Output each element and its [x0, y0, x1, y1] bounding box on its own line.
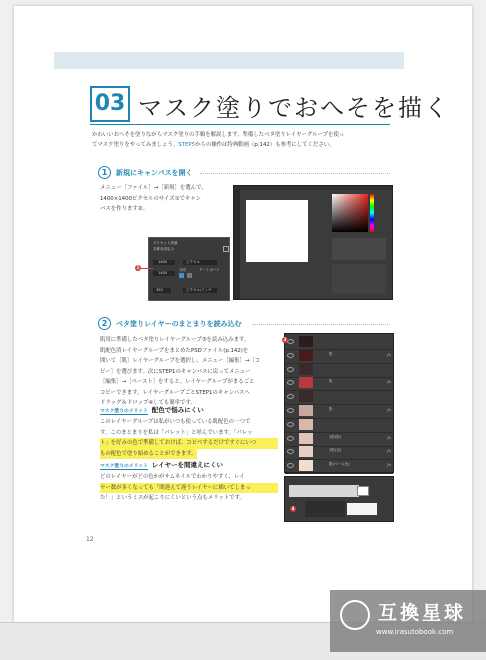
layer-name: 1影(影)	[329, 434, 342, 439]
step2-number: 2	[98, 317, 111, 330]
orientation-label: 方向	[179, 268, 186, 272]
hue-slider	[370, 194, 374, 232]
eye-icon[interactable]	[287, 408, 294, 413]
drag-drop-screenshot	[284, 476, 394, 522]
menu-bar	[234, 186, 392, 190]
step2-divider	[252, 324, 390, 326]
tip1-tag: マスク塗りのメリット	[100, 409, 148, 414]
step2-line-3: 開いて［肌］レイヤーグループを選択し、メニュー［編集］→［コ	[100, 358, 261, 364]
step1-body	[100, 183, 235, 215]
width-field[interactable]	[153, 260, 175, 265]
eye-icon[interactable]	[287, 380, 294, 385]
layer-name: 肌(ベース色)	[329, 462, 350, 467]
drop-target-icon	[357, 486, 369, 496]
height-value: 1400	[158, 271, 167, 275]
fx-icon: fx	[387, 379, 391, 385]
layer-thumbnail	[299, 377, 313, 388]
step2-body	[100, 335, 278, 409]
layer-name: 影	[329, 379, 333, 384]
new-document-dialog	[148, 237, 230, 301]
section-number: 03	[90, 86, 130, 122]
intro-text-c: からの操作は特典動画（p.142）も参考にしてください。	[195, 142, 335, 148]
unit-select[interactable]	[183, 260, 217, 265]
res-unit-value: ピクセル/インチ	[186, 288, 212, 292]
layer-preview	[305, 501, 345, 517]
tip1-line-3: ト」を好みの色で準備しておけば、コピペするだけですぐにいつ	[100, 438, 278, 449]
eye-icon[interactable]	[287, 449, 294, 454]
tip1-line-4: もの配色で塗り始めることができます。	[100, 449, 197, 460]
title-rule	[90, 124, 390, 125]
tip1-heading	[100, 405, 204, 414]
watermark	[330, 590, 486, 652]
eye-icon[interactable]	[287, 436, 294, 441]
eye-icon[interactable]	[287, 463, 294, 468]
fx-icon: fx	[387, 434, 391, 440]
save-preset-icon[interactable]	[223, 246, 229, 252]
color-picker	[332, 194, 368, 232]
step2-line-4: ピー］を選びます。次にSTEP1のキャンバスに戻ってメニュー	[100, 368, 251, 375]
step1-number: 1	[98, 166, 111, 179]
fx-icon: fx	[387, 351, 391, 357]
layer-thumbnail	[299, 336, 313, 347]
watermark-url: www.irasutobook.com	[376, 628, 454, 636]
eye-icon[interactable]	[287, 422, 294, 427]
layer-name: 影	[329, 407, 333, 411]
fx-icon: fx	[387, 407, 391, 412]
tip2-title: レイヤーを間違えにくい	[151, 461, 223, 469]
step2-line-7: ドラッグ＆ドロップ④しても簡単です。	[100, 400, 196, 406]
layer-thumbnail	[299, 419, 313, 430]
eye-icon[interactable]	[287, 367, 294, 372]
height-field[interactable]	[153, 271, 175, 276]
layer-thumbnail	[299, 364, 313, 375]
eye-icon[interactable]	[287, 394, 294, 399]
layers-panel-screenshot	[284, 333, 394, 473]
layer-thumbnail	[299, 460, 313, 471]
step1-line-2: 1400×1400ピクセルのサイズ①でキャン	[100, 195, 202, 202]
watermark-title: 互換星球	[378, 602, 467, 624]
watermark-logo-icon	[340, 600, 370, 630]
step1-line-3: バスを作ります②。	[100, 206, 148, 212]
callout-3: 3	[283, 337, 287, 342]
section-title: マスク塗りでおへそを描く	[138, 94, 450, 122]
step1-divider	[200, 173, 390, 175]
layer-thumbnail	[299, 405, 313, 416]
dialog-preset-label: プリセット詳細	[153, 241, 178, 245]
eye-icon[interactable]	[287, 353, 294, 358]
dialog-doc-name: 名称未設定-1	[153, 247, 174, 251]
callout-1-leader	[141, 268, 153, 269]
tip1-body	[100, 417, 278, 459]
tip2-line-2: ヤー数が多くなっても「間違えて違うレイヤーに描いてしまっ	[100, 483, 278, 494]
width-value: 1400	[158, 260, 167, 264]
layer-name: 影	[329, 351, 333, 356]
step2-line-1: 肌用に準備したベタ塗りレイヤーグループ③を読み込みます。	[100, 337, 250, 343]
eye-icon[interactable]	[287, 339, 294, 344]
intro-text-a: てマスク塗りをやってみましょう。	[92, 142, 179, 148]
intro-line-1: かわいいおへそを塗りながらマスク塗りの手順を解説します。準備したベタ塗りレイヤーグループを使っ	[92, 132, 345, 138]
fx-icon: fx	[387, 448, 391, 454]
tip1-line-1: このレイヤーグループは私がいつも使っている肌配色の一つで	[100, 419, 251, 425]
tip2-line-3: た！」というミスが起こりにくいという点もメリットです。	[100, 495, 245, 501]
intro-line-2	[92, 140, 392, 150]
resolution-field[interactable]	[153, 288, 171, 293]
intro-step-ref: STEP5	[178, 142, 196, 148]
layer-name: 1影(光)	[329, 448, 342, 453]
intro-paragraph	[92, 130, 392, 150]
callout-4: 4	[291, 506, 295, 511]
step2-line-6: コピーできます。レイヤーグループごとSTEP1のキャンバスへ	[100, 389, 250, 396]
tip1-title: 配色で悩みにくい	[151, 406, 204, 414]
layer-thumbnail	[299, 446, 313, 457]
panel-layers	[332, 264, 386, 294]
tip1-line-2: す。このまとまりを私は「パレット」と呼んでいます。「パレッ	[100, 429, 253, 436]
page-number: 12	[86, 536, 94, 543]
fx-icon: fx	[387, 462, 391, 468]
res-unit-select[interactable]	[183, 288, 217, 293]
unit-value: ピクセル	[186, 260, 200, 264]
tools-bar	[234, 190, 240, 299]
step2-line-2: 肌配色済レイヤーグループをまとめたPSDファイル(p.142)を	[100, 347, 249, 354]
canvas-preview	[347, 503, 377, 515]
layer-thumbnail	[299, 350, 313, 361]
tip2-tag: マスク塗りのメリット	[100, 464, 148, 469]
artboard-label: アートボード	[199, 268, 220, 272]
layer-row[interactable]	[285, 458, 393, 474]
blank-canvas	[246, 200, 308, 262]
callout-1: 1	[136, 265, 140, 270]
landscape-icon[interactable]	[187, 273, 192, 278]
layer-thumbnail	[299, 391, 313, 402]
tip2-body	[100, 472, 278, 504]
tip2-line-1: どのレイヤーがどの色かがサムネイルでわかりやすく、レイ	[100, 474, 245, 480]
portrait-icon[interactable]	[179, 273, 184, 278]
header-band	[54, 52, 404, 69]
step1-title: 新規にキャンバスを開く	[116, 169, 193, 177]
panel-properties	[332, 238, 386, 260]
tip2-heading	[100, 460, 223, 469]
photoshop-screenshot	[233, 185, 393, 300]
step1-line-1: メニュー［ファイル］→［新規］を選んで、	[100, 185, 207, 191]
resolution-value: 350	[156, 288, 163, 292]
step2-title: ベタ塗りレイヤーのまとまりを読み込む	[116, 320, 242, 328]
step2-line-5: ［編集］→［ペースト］をすると、レイヤーグループがまるごと	[100, 379, 255, 385]
layer-thumbnail	[299, 433, 313, 444]
canvas-tab-strip	[289, 485, 359, 497]
